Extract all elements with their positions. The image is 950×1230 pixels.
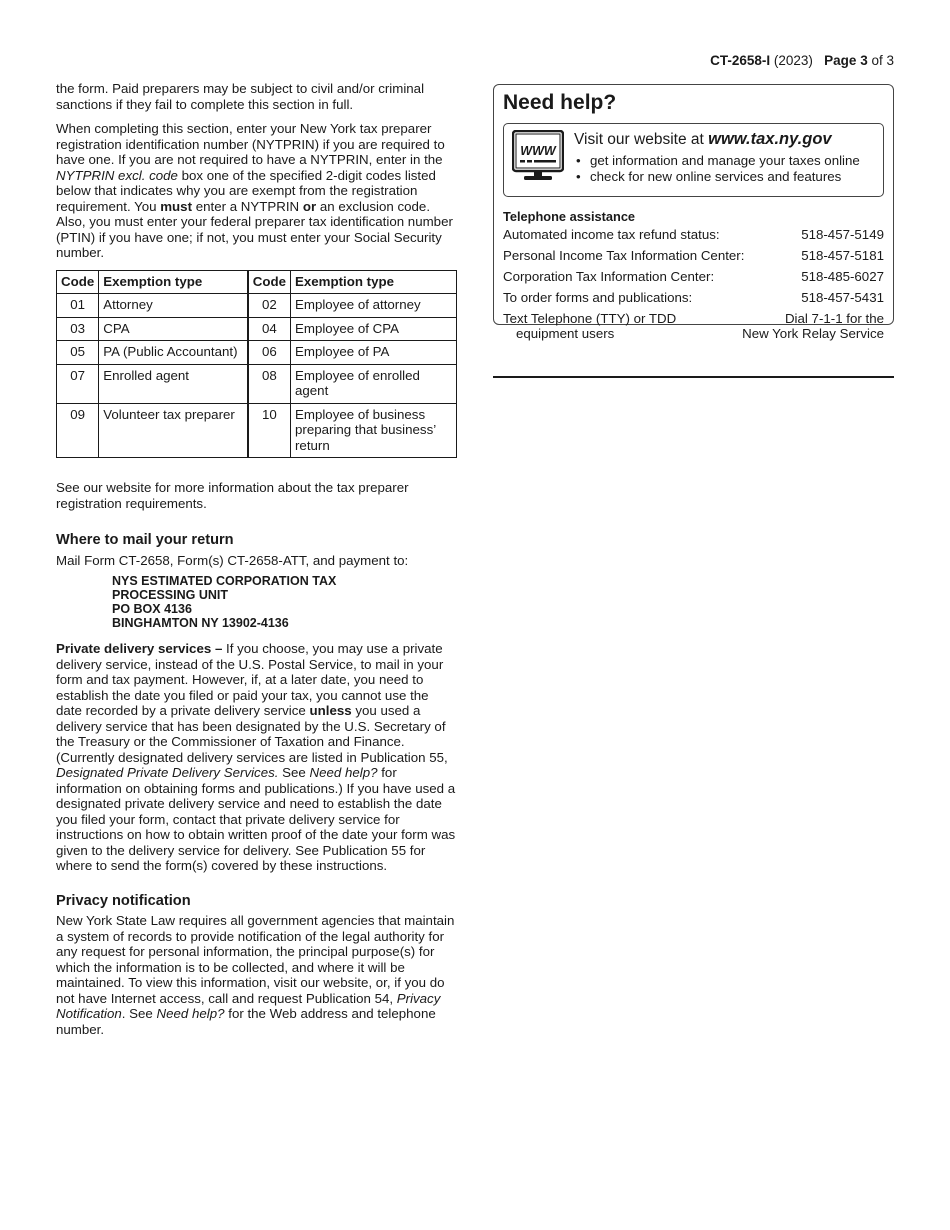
list-item: • check for new online services and features [576,169,842,184]
exemption-codes-table [56,270,457,459]
phone-number: 518-457-5431 [801,290,884,305]
phone-row: Automated income tax refund status: 518-457-5149 [503,227,884,242]
page-header [710,53,894,68]
monitor-www-icon [512,130,564,182]
see-website-paragraph: See our website for more information about the tax preparer registration requirements. [56,480,409,511]
tty-row: Text Telephone (TTY) or TDD equipment users Dial 7-1-1 for the New York Relay Service [503,311,884,341]
code-cell: 03 [57,317,99,341]
telephone-assistance-heading: Telephone assistance [503,209,636,224]
exemption-cell: PA (Public Accountant) [99,341,248,365]
phone-row: Corporation Tax Information Center: 518-485-6027 [503,269,884,284]
address-line: PROCESSING UNIT [112,588,228,602]
exemption-cell: Employee of attorney [291,294,457,318]
code-cell: 09 [57,403,99,458]
www-icon-text: WWW [520,144,556,158]
right-column [493,84,894,341]
form-year: (2023) [773,53,813,68]
private-delivery-paragraph: Private delivery services – If you choose, you may use a private delivery service, instead of the U.S. Postal Service, to mail in your form and tax payment. However, if, at a later date, you need to establish the date you filed or paid your tax, you cannot use the date recorded by a private delivery service unless you used a delivery service that has been designated by the U.S. Secretary of the Treasury or the Commissioner of Taxation and Finance. (Currently designated delivery services are listed in Publication 55, Designated Private Delivery Services. See Need help? for information on obtaining forms and publications.) If you have used a designated private delivery service and need to establish the date you filed your form, contact that private delivery service for instructions on how to obtain written proof of the date your form was given to the delivery service for delivery. See Publication 55 for where to send the form(s) covered by these instructions. [56,641,456,873]
website-box [503,123,884,197]
exemption-cell: Employee of enrolled agent [291,364,457,403]
website-link[interactable]: www.tax.ny.gov [708,130,832,148]
address-line: NYS ESTIMATED CORPORATION TAX [112,574,337,588]
phone-row: To order forms and publications: 518-457-5431 [503,290,884,305]
code-cell: 10 [248,403,291,458]
column-header: Exemption type [291,270,457,294]
page-label: Page 3 [824,53,868,68]
page-of: of 3 [871,53,894,68]
table-row [57,341,457,365]
exemption-cell: Employee of CPA [291,317,457,341]
need-help-title: Need help? [503,91,617,114]
list-item: • get information and manage your taxes online [576,153,860,168]
column-header: Code [248,270,291,294]
website-text [574,130,860,188]
privacy-paragraph: New York State Law requires all government agencies that maintain a system of records to provide notification of the legal authority for any request for personal information, the principal purpose(s) for which the information is to be collected, and where it will be maintained. To view this information, visit our website, or, if you do not have Internet access, call and request Publication 54, Privacy Notification. See Need help? for the Web address and telephone number. [56,913,455,1037]
address-line: BINGHAMTON NY 13902-4136 [112,616,289,630]
privacy-heading: Privacy notification [56,892,191,909]
intro-paragraph-1: the form. Paid preparers may be subject to civil and/or criminal sanctions if they fail to complete this section in full. [56,81,425,112]
phone-number: 518-457-5181 [801,248,884,263]
phone-number: 518-485-6027 [801,269,884,284]
exemption-cell: Employee of PA [291,341,457,365]
exemption-cell: Enrolled agent [99,364,248,403]
phone-row: Personal Income Tax Information Center: 518-457-5181 [503,248,884,263]
website-bullets [574,153,860,185]
table-header-row [57,270,457,294]
mail-heading: Where to mail your return [56,532,234,548]
exemption-cell: CPA [99,317,248,341]
mail-instructions: Mail Form CT-2658, Form(s) CT-2658-ATT, and payment to: [56,552,409,568]
column-header: Code [57,270,99,294]
code-cell: 05 [57,341,99,365]
code-cell: 01 [57,294,99,318]
form-number: CT-2658-I [710,53,771,68]
section-divider [493,376,894,378]
code-cell: 02 [248,294,291,318]
code-cell: 04 [248,317,291,341]
table-row [57,403,457,458]
code-cell: 06 [248,341,291,365]
table-row [57,294,457,318]
column-header: Exemption type [99,270,248,294]
intro-paragraph-2: When completing this section, enter your New York tax preparer registration identification number (NYTPRIN) if you are required to have one. If you are not required to have a NYTPRIN, enter in the NYTPRIN excl. code box one of the specified 2-digit codes listed below that indicates why you are exempt from the registration requirement. You must enter a NYTPRIN or an exclusion code. Also, you must enter your federal preparer tax identification number (PTIN) if you have one; if not, you must enter your Social Security number. [56,121,453,260]
table-row [57,364,457,403]
exemption-cell: Attorney [99,294,248,318]
table-row [57,317,457,341]
code-cell: 07 [57,364,99,403]
code-cell: 08 [248,364,291,403]
visit-website-line: Visit our website at www.tax.ny.gov [574,130,832,148]
address-line: PO BOX 4136 [112,602,192,616]
left-column [56,81,458,1046]
need-help-box [493,84,894,341]
exemption-cell: Employee of business preparing that business’ return [291,403,457,458]
mailing-address [112,574,458,630]
exemption-cell: Volunteer tax preparer [99,403,248,458]
phone-number: 518-457-5149 [801,227,884,242]
